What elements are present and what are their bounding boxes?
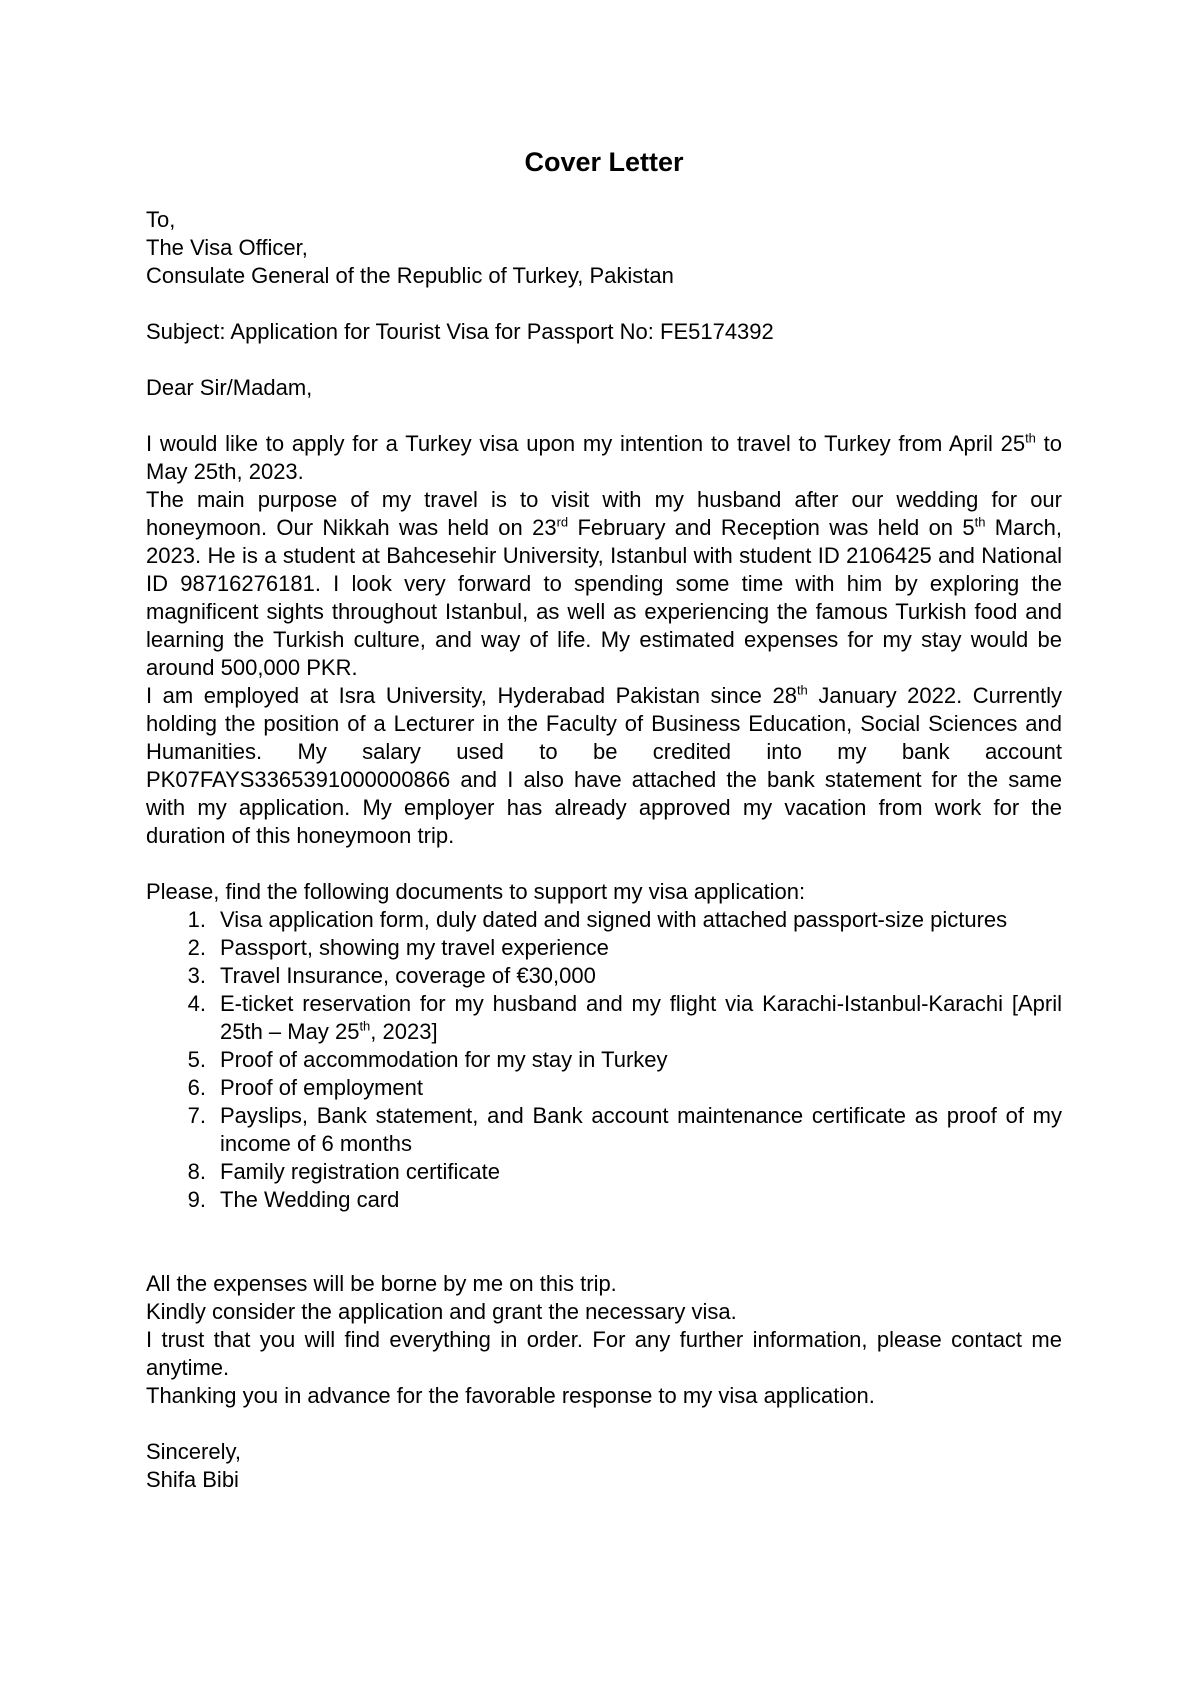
closing-block <box>146 1270 1062 1410</box>
paragraph-employment: I am employed at Isra University, Hyderabad Pakistan since 28th January 2022. Currently holding the position of a Lecturer in the Faculty of Business Education, Social Sciences and Humanities. My salary used to be credited into my bank account PK07FAYS3365391000000866 and I also have attached the bank statement for the same with my application. My employer has already approved my vacation from work for the duration of this honeymoon trip. <box>146 682 1063 848</box>
list-item: 2. Passport, showing my travel experience <box>187 935 609 960</box>
list-item: 9. The Wedding card <box>187 1187 400 1212</box>
letter-title: Cover Letter <box>524 147 684 177</box>
list-item: 1. Visa application form, duly dated and signed with attached passport-size pictures <box>187 907 1008 932</box>
documents-intro: Please, find the following documents to support my visa application: <box>146 879 806 904</box>
signature-name: Shifa Bibi <box>146 1467 239 1492</box>
recipient-officer: The Visa Officer, <box>146 235 308 260</box>
list-item: 7. Payslips, Bank statement, and Bank account maintenance certificate as proof of my income of 6 months <box>187 1103 1062 1156</box>
recipient-block <box>146 206 1062 290</box>
closing-expenses: All the expenses will be borne by me on this trip. <box>146 1271 617 1296</box>
documents-list <box>146 906 1062 1214</box>
list-item: 4. E-ticket reservation for my husband and my flight via Karachi-Istanbul-Karachi [April 25th – May 25th, 2023] <box>187 991 1062 1044</box>
subject-line: Subject: Application for Tourist Visa for Passport No: FE5174392 <box>146 319 774 344</box>
list-item: 5. Proof of accommodation for my stay in Turkey <box>187 1047 668 1072</box>
list-item: 3. Travel Insurance, coverage of €30,000 <box>187 963 596 988</box>
recipient-consulate: Consulate General of the Republic of Turkey, Pakistan <box>146 263 674 288</box>
paragraph-travel-dates: I would like to apply for a Turkey visa upon my intention to travel to Turkey from April 25th to May 25th, 2023. <box>146 430 1062 484</box>
closing-consider: Kindly consider the application and grant the necessary visa. <box>146 1299 737 1324</box>
signoff: Sincerely, <box>146 1439 241 1464</box>
letter-page <box>146 142 1062 1494</box>
closing-thanks: Thanking you in advance for the favorable response to my visa application. <box>146 1383 875 1408</box>
list-item: 8. Family registration certificate <box>187 1159 500 1184</box>
closing-trust: I trust that you will find everything in order. For any further information, please contact me anytime. <box>146 1327 1062 1380</box>
salutation: Dear Sir/Madam, <box>146 375 313 400</box>
recipient-to: To, <box>146 207 176 232</box>
list-item: 6. Proof of employment <box>187 1075 423 1100</box>
paragraph-purpose: The main purpose of my travel is to visit with my husband after our wedding for our honeymoon. Our Nikkah was held on 23rd February and Reception was held on 5th March, 2023. He is a student at Bahcesehir University, Istanbul with student ID 2106425 and National ID 98716276181. I look very forward to spending some time with him by exploring the magnificent sights throughout Istanbul, as well as experiencing the famous Turkish food and learning the Turkish culture, and way of life. My estimated expenses for my stay would be around 500,000 PKR. <box>146 487 1062 680</box>
